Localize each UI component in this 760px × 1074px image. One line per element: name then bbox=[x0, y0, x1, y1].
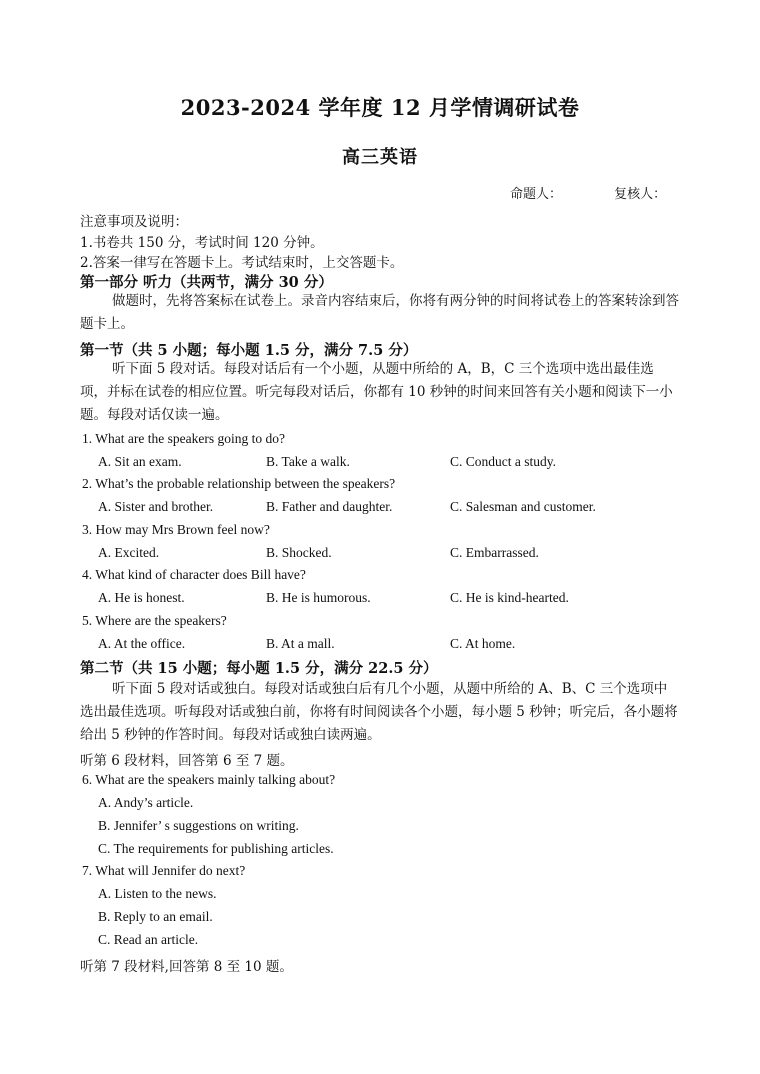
option-4b: B. He is humorous. bbox=[266, 590, 371, 605]
question-3: 3. How may Mrs Brown feel now? bbox=[82, 522, 270, 537]
option-7c: C. Read an article. bbox=[98, 932, 199, 947]
option-2a: A. Sister and brother. bbox=[98, 499, 214, 514]
section2-instruction: 听下面 5 段对话或独白。每段对话或独白后有几个小题，从题中所给的 A、B、C 三个选项中选出最佳选项。听每段对话或独白前，你将有时间阅读各个小题，每小题 5 秒钟；听完后，各小题将给出 5 秒钟的作答时间。每段对话或独白读两遍。 bbox=[80, 681, 678, 743]
option-1c: C. Conduct a study. bbox=[450, 454, 556, 469]
question-1: 1. What are the speakers going to do? bbox=[82, 431, 285, 446]
question-6: 6. What are the speakers mainly talking about? bbox=[82, 772, 336, 787]
reviewer-label: 复核人： bbox=[614, 187, 667, 202]
option-3b: B. Shocked. bbox=[266, 545, 332, 560]
notes-heading: 注意事项及说明： bbox=[80, 214, 188, 230]
note-item: 2.答案一律写在答题卡上。考试结束时，上交答题卡。 bbox=[80, 255, 404, 271]
author-label: 命题人： bbox=[510, 187, 563, 202]
option-6c: C. The requirements for publishing articles. bbox=[98, 841, 334, 856]
section1-heading: 第一节（共 5 小题；每小题 1.5 分，满分 7.5 分） bbox=[80, 342, 418, 359]
exam-title: 2023-2024 学年度 12 月学情调研试卷 bbox=[180, 95, 580, 120]
question-4: 4. What kind of character does Bill have? bbox=[82, 567, 306, 582]
option-1a: A. Sit an exam. bbox=[98, 454, 182, 469]
exam-subtitle: 高三英语 bbox=[342, 147, 418, 168]
option-7a: A. Listen to the news. bbox=[98, 886, 217, 901]
author-line bbox=[510, 183, 666, 202]
option-6a: A. Andy’s article. bbox=[98, 795, 194, 810]
option-5a: A. At the office. bbox=[98, 636, 186, 651]
section2-heading: 第二节（共 15 小题；每小题 1.5 分，满分 22.5 分） bbox=[80, 660, 438, 677]
question-2: 2. What’s the probable relationship between the speakers? bbox=[82, 476, 396, 491]
part1-heading: 第一部分 听力（共两节，满分 30 分） bbox=[80, 274, 333, 291]
option-4a: A. He is honest. bbox=[98, 590, 185, 605]
material-6-note: 听第 6 段材料，回答第 6 至 7 题。 bbox=[80, 753, 294, 769]
option-2c: C. Salesman and customer. bbox=[450, 499, 596, 514]
option-1b: B. Take a walk. bbox=[266, 454, 350, 469]
option-4c: C. He is kind-hearted. bbox=[450, 590, 569, 605]
note-item: 1.书卷共 150 分，考试时间 120 分钟。 bbox=[80, 235, 324, 251]
question-5: 5. Where are the speakers? bbox=[82, 613, 227, 628]
option-3c: C. Embarrassed. bbox=[450, 545, 539, 560]
option-7b: B. Reply to an email. bbox=[98, 909, 213, 924]
option-3a: A. Excited. bbox=[98, 545, 160, 560]
material-7-note: 听第 7 段材料,回答第 8 至 10 题。 bbox=[80, 959, 293, 975]
question-7: 7. What will Jennifer do next? bbox=[82, 863, 246, 878]
section1-instruction: 听下面 5 段对话。每段对话后有一个小题，从题中所给的 A，B，C 三个选项中选出最佳选项，并标在试卷的相应位置。听完每段对话后，你都有 10 秒钟的时间来回答有关小题和阅读下一小题。每段对话仅读一遍。 bbox=[80, 361, 673, 423]
option-2b: B. Father and daughter. bbox=[266, 499, 393, 514]
option-6b: B. Jennifer’ s suggestions on writing. bbox=[98, 818, 299, 833]
part1-instruction: 做题时，先将答案标在试卷上。录音内容结束后，你将有两分钟的时间将试卷上的答案转涂到答题卡上。 bbox=[80, 293, 679, 332]
option-5c: C. At home. bbox=[450, 636, 516, 651]
option-5b: B. At a mall. bbox=[266, 636, 335, 651]
